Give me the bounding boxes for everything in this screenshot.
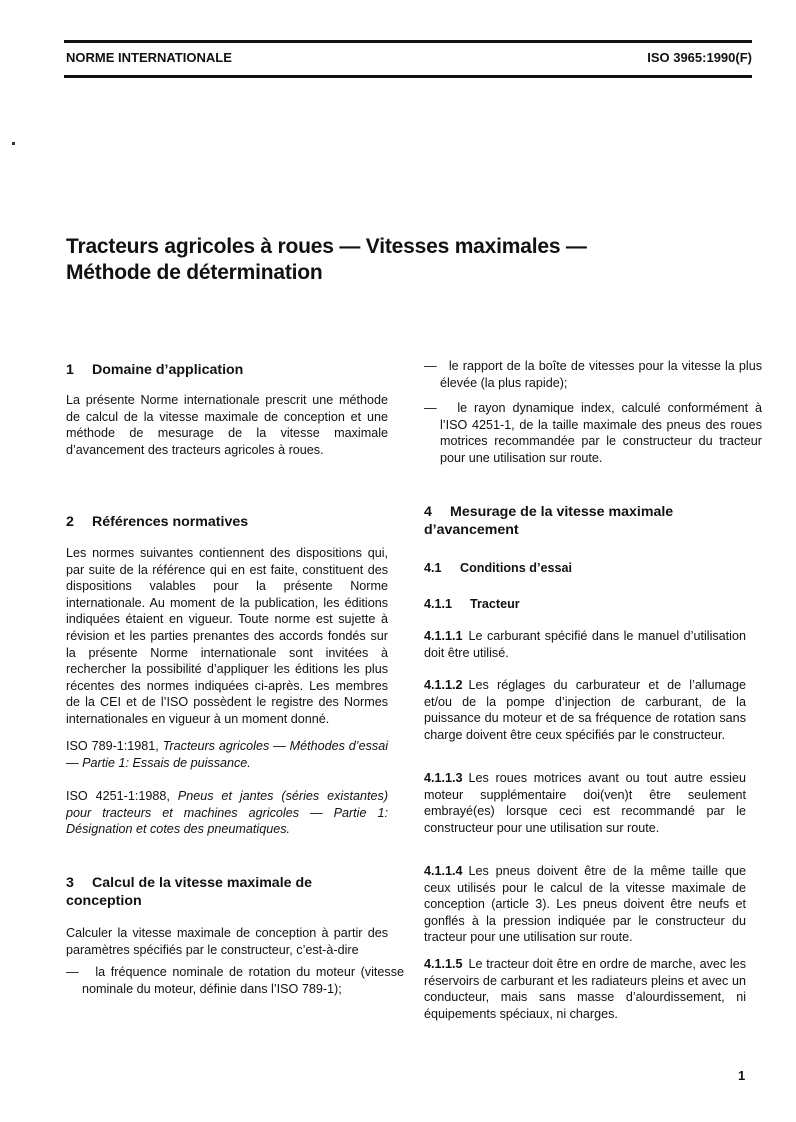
section-1-text: La présente Norme internationale prescrit une méthode de calcul de la vitesse maximale de conception et une méthode de mesurage de la vitesse maximale d’avancement des tracteurs agricoles à roues. <box>66 393 388 457</box>
reference-item <box>66 788 388 838</box>
section-3-text: Calculer la vitesse maximale de conception à partir des paramètres spécifiés par le constructeur, c’est-à-dire <box>66 926 388 957</box>
subsection-4-1-1-heading <box>424 596 746 613</box>
list-item <box>424 400 762 466</box>
section-number: 4.1.1 <box>424 597 453 611</box>
reference-title: Tracteurs agricoles — Méthodes d’essai — Partie 1: Essais de puissance. <box>66 739 389 770</box>
section-1-heading <box>66 361 388 379</box>
clause-text: Les réglages du carburateur et de l’allumage et/ou de la pompe d’injection de carburant, de la puissance du moteur et de sa fréquence de rotation sans charge doivent être ceux spécifiés par le constructeur. <box>424 678 746 742</box>
clause-text: Les pneus doivent être de la même taille que ceux utilisés pour le calcul de la vitesse maximale de conception (article 3). Les pneus doivent être neufs et gonflés à la pression indiquée par le constructeur du tracteur pour une utilisation sur route. <box>424 864 746 945</box>
list-item-text: le rayon dynamique index, calculé conformément à l’ISO 4251-1, de la taille maximale des pneus des roues motrices recommandée par le constructeur du tracteur pour une utilisation sur route. <box>440 401 763 465</box>
dash-bullet: — <box>424 359 437 373</box>
title-line-2: Méthode de détermination <box>66 261 323 284</box>
clause-4-1-1-2 <box>424 677 746 743</box>
list-item <box>66 964 404 997</box>
document-title <box>66 234 587 286</box>
list-item-text: la fréquence nominale de rotation du moteur (vitesse nominale du moteur, définie dans l’ISO 789-1); <box>82 965 404 996</box>
header-top-rule <box>64 40 752 43</box>
section-2-heading <box>66 513 388 531</box>
section-number: 1 <box>66 362 74 378</box>
title-line-1: Tracteurs agricoles à roues — Vitesses maximales — <box>66 235 587 258</box>
list-item <box>424 358 762 391</box>
clause-text: Les roues motrices avant ou tout autre essieu moteur supplémentaire doi(ven)t être seulement embrayé(es) lorsque ceci est recommandé par le constructeur pour une utilisation sur route. <box>424 771 746 835</box>
reference-code: ISO 4251-1:1988, <box>66 789 170 803</box>
page-number: 1 <box>738 1068 746 1083</box>
header-right: ISO 3965:1990(F) <box>647 50 752 65</box>
reference-item <box>66 738 388 771</box>
section-title: Calcul de la vitesse maximale de conception <box>66 875 313 909</box>
clause-number: 4.1.1.2 <box>424 678 463 692</box>
subsection-4-1-heading <box>424 560 746 577</box>
clause-number: 4.1.1.5 <box>424 957 463 971</box>
section-title: Mesurage de la vitesse maximale d’avancement <box>424 504 674 538</box>
section-number: 4.1 <box>424 561 442 575</box>
scan-speck <box>12 142 15 145</box>
list-item-text: le rapport de la boîte de vitesses pour la vitesse la plus élevée (la plus rapide); <box>440 359 763 390</box>
clause-4-1-1-5 <box>424 956 746 1022</box>
clause-text: Le tracteur doit être en ordre de marche, avec les réservoirs de carburant et les radiateurs pleins et avec un conducteur, mais sans masse d’alourdissement, ni équipements spéciaux, ni charges. <box>424 957 746 1021</box>
section-4-heading <box>424 503 746 539</box>
clause-4-1-1-1 <box>424 628 746 661</box>
header-bottom-rule <box>64 75 752 78</box>
dash-bullet: — <box>424 401 437 415</box>
section-title: Conditions d’essai <box>460 561 572 575</box>
dash-bullet: — <box>66 965 79 979</box>
clause-number: 4.1.1.4 <box>424 864 463 878</box>
clause-4-1-1-3 <box>424 770 746 836</box>
section-title: Domaine d’application <box>92 362 244 378</box>
clause-number: 4.1.1.3 <box>424 771 463 785</box>
section-number: 2 <box>66 514 74 530</box>
section-number: 3 <box>66 875 74 891</box>
section-2-text: Les normes suivantes contiennent des dispositions qui, par suite de la référence qui en est faite, constituent des dispositions valables pour la présente Norme internationale. Au moment de la publication, les éditions indiquées étaient en vigueur. Toute norme est sujette à révision et les parties prenantes des accords fondés sur la présente Norme internationale sont invitées à rechercher la possibilité d’appliquer les éditions les plus récentes des normes indiquées ci-après. Les membres de la CEI et de l’ISO possèdent le registre des Normes internationales en vigueur à un moment donné. <box>66 546 388 726</box>
section-title: Références normatives <box>92 514 249 530</box>
clause-4-1-1-4 <box>424 863 746 946</box>
section-number: 4 <box>424 504 432 520</box>
clause-text: Le carburant spécifié dans le manuel d’utilisation doit être utilisé. <box>424 629 746 660</box>
clause-number: 4.1.1.1 <box>424 629 463 643</box>
section-title: Tracteur <box>470 597 520 611</box>
reference-code: ISO 789-1:1981, <box>66 739 159 753</box>
reference-title: Pneus et jantes (séries existantes) pour tracteurs et machines agricoles — Partie 1: Désignation et cotes des pneumatiques. <box>66 789 389 837</box>
header-left: NORME INTERNATIONALE <box>66 50 232 65</box>
section-3-heading <box>66 874 388 910</box>
